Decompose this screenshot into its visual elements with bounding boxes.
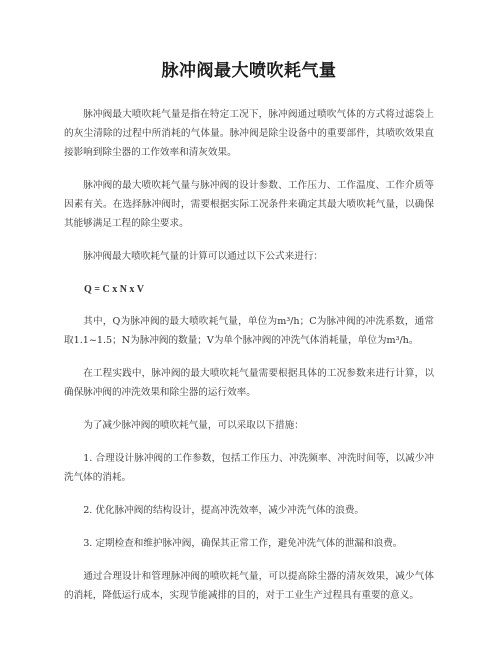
- paragraph-factors: 脉冲阀的最大喷吹耗气量与脉冲阀的设计参数、工作压力、工作温度、工作介质等因素有关。在选择脉冲阀时，需要根据实际工况条件来确定其最大喷吹耗气量，以确保其能够满足工程的除尘要求。: [64, 180, 434, 229]
- paragraph-practice: 在工程实践中，脉冲阀的最大喷吹耗气量需要根据具体的工况参数来进行计算，以确保脉冲阀的冲洗效果和除尘器的运行效率。: [64, 368, 434, 398]
- paragraph-variables: 其中，Q为脉冲阀的最大喷吹耗气量，单位为m³/h；C为脉冲阀的冲洗系数，通常取1.1~1.5；N为脉冲阀的数量；V为单个脉冲阀的冲洗气体消耗量，单位为m³/h。: [64, 316, 434, 346]
- list-item-measure-1: 1. 合理设计脉冲阀的工作参数，包括工作压力、冲洗频率、冲洗时间等，以减少冲洗气体的消耗。: [64, 453, 434, 483]
- list-item-measure-3: 3. 定期检查和维护脉冲阀，确保其正常工作，避免冲洗气体的泄漏和浪费。: [83, 538, 403, 549]
- paragraph-conclusion: 通过合理设计和管理脉冲阀的喷吹耗气量，可以提高除尘器的清灰效果，减少气体的消耗，降低运行成本，实现节能减排的目的，对于工业生产过程具有重要的意义。: [64, 571, 434, 601]
- document-title: 脉冲阀最大喷吹耗气量: [161, 61, 337, 81]
- list-item-measure-2: 2. 优化脉冲阀的结构设计，提高冲洗效率，减少冲洗气体的浪费。: [83, 505, 365, 516]
- paragraph-formula-intro: 脉冲阀最大喷吹耗气量的计算可以通过以下公式来进行：: [83, 251, 324, 262]
- paragraph-measures-intro: 为了减少脉冲阀的喷吹耗气量，可以采取以下措施：: [83, 420, 304, 431]
- formula: Q = C x N x V: [84, 284, 144, 295]
- paragraph-definition: 脉冲阀最大喷吹耗气量是指在特定工况下，脉冲阀通过喷吹气体的方式将过滤袋上的灰尘清除的过程中所消耗的气体量。脉冲阀是除尘设备中的重要部件，其喷吹效果直接影响到除尘器的工作效率和清灰效果。: [64, 109, 434, 158]
